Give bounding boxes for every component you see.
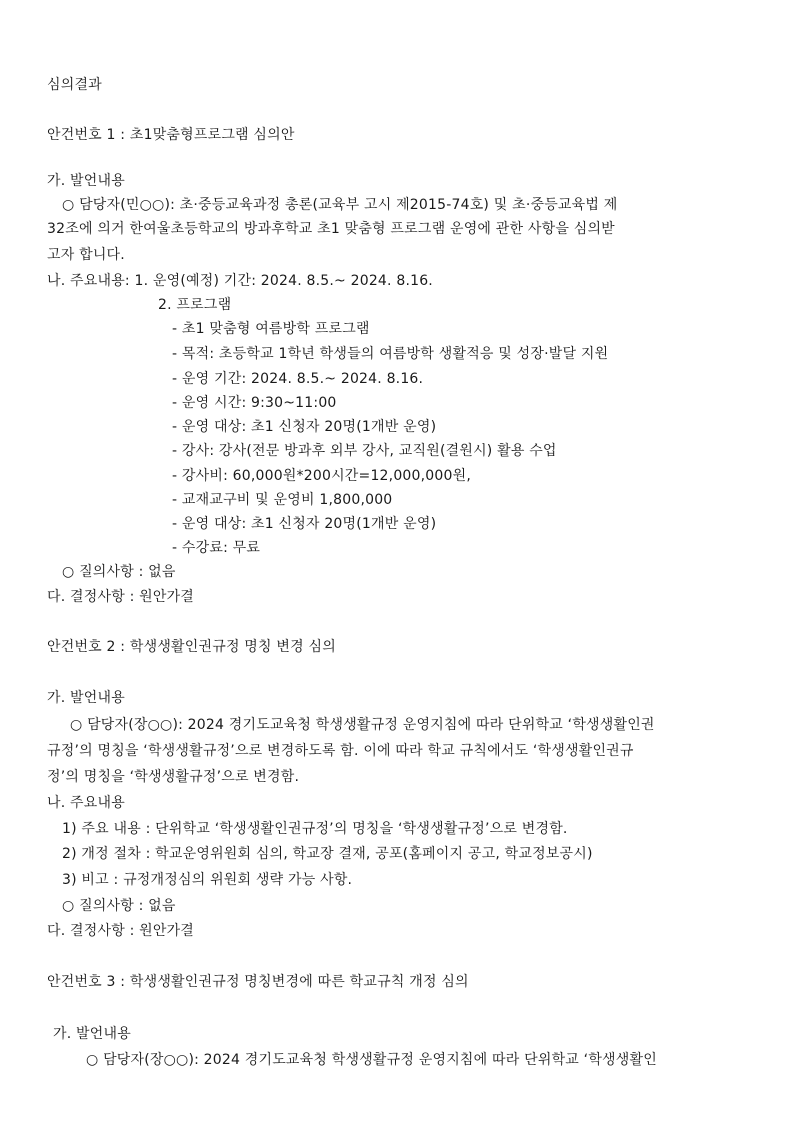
agenda3-title: 안건번호 3 : 학생생활인권규정 명칭변경에 따른 학교규칙 개정 심의 bbox=[47, 974, 469, 990]
document-heading: 심의결과 bbox=[47, 77, 102, 93]
agenda2-speaker-line1: ○ 담당자(장○○): 2024 경기도교육청 학생생활규정 운영지침에 따라 단위학교 ‘학생생활인권 bbox=[70, 717, 655, 733]
agenda1-program-heading: 2. 프로그램 bbox=[158, 297, 232, 313]
agenda1-item: - 강사: 강사(전문 방과후 외부 강사, 교직원(결원시) 활용 수업 bbox=[172, 443, 557, 459]
agenda2-section-na: 나. 주요내용 bbox=[47, 795, 125, 811]
agenda2-speaker-line2: 규정’의 명칭을 ‘학생생활규정’으로 변경하도록 함. 이에 따라 학교 규칙에서도 ‘학생생활인권규 bbox=[47, 743, 634, 759]
agenda1-item: - 목적: 초등학교 1학년 학생들의 여름방학 생활적응 및 성장·발달 지원 bbox=[172, 346, 609, 362]
agenda2-item: 1) 주요 내용 : 단위학교 ‘학생생활인권규정’의 명칭을 ‘학생생활규정’으로 변경함. bbox=[62, 821, 568, 837]
agenda1-decision: 다. 결정사항 : 원안가결 bbox=[47, 589, 195, 605]
agenda1-item: - 운영 기간: 2024. 8.5.~ 2024. 8.16. bbox=[172, 371, 424, 387]
agenda2-decision: 다. 결정사항 : 원안가결 bbox=[47, 923, 195, 939]
agenda1-section-na: 나. 주요내용: 1. 운영(예정) 기간: 2024. 8.5.~ 2024. 8.16. bbox=[47, 273, 433, 289]
agenda2-item: 3) 비고 : 규정개정심의 위원회 생략 가능 사항. bbox=[62, 872, 353, 888]
agenda2-speaker-line3: 정’의 명칭을 ‘학생생활규정’으로 변경함. bbox=[47, 769, 300, 785]
agenda1-speaker-line1: ○ 담당자(민○○): 초·중등교육과정 총론(교육부 고시 제2015-74호) 및 초·중등교육법 제 bbox=[62, 197, 618, 213]
agenda3-speaker-line1: ○ 담당자(장○○): 2024 경기도교육청 학생생활규정 운영지침에 따라 단위학교 ‘학생생활인 bbox=[86, 1052, 657, 1068]
agenda2-item: 2) 개정 절차 : 학교운영위원회 심의, 학교장 결재, 공포(홈페이지 공고, 학교정보공시) bbox=[62, 846, 593, 862]
agenda1-speaker-line3: 고자 합니다. bbox=[47, 247, 125, 263]
agenda1-item: - 운영 시간: 9:30~11:00 bbox=[172, 395, 337, 411]
agenda1-title: 안건번호 1 : 초1맞춤형프로그램 심의안 bbox=[47, 127, 295, 143]
agenda1-item: - 교재교구비 및 운영비 1,800,000 bbox=[172, 492, 393, 508]
agenda1-item: - 초1 맞춤형 여름방학 프로그램 bbox=[172, 321, 370, 337]
agenda1-questions: ○ 질의사항 : 없음 bbox=[62, 564, 176, 580]
agenda1-item: - 수강료: 무료 bbox=[172, 540, 261, 556]
agenda1-speaker-line2: 32조에 의거 한여울초등학교의 방과후학교 초1 맞춤형 프로그램 운영에 관한 사항을 심의받 bbox=[47, 221, 615, 237]
agenda2-questions: ○ 질의사항 : 없음 bbox=[62, 898, 176, 914]
agenda1-item: - 운영 대상: 초1 신청자 20명(1개반 운영) bbox=[172, 516, 437, 532]
agenda1-item: - 운영 대상: 초1 신청자 20명(1개반 운영) bbox=[172, 419, 437, 435]
agenda1-item: - 강사비: 60,000원*200시간=12,000,000원, bbox=[172, 468, 471, 484]
agenda2-title: 안건번호 2 : 학생생활인권규정 명칭 변경 심의 bbox=[47, 639, 336, 655]
agenda3-section-ga: 가. 발언내용 bbox=[53, 1026, 131, 1042]
agenda2-section-ga: 가. 발언내용 bbox=[47, 690, 125, 706]
agenda1-section-ga: 가. 발언내용 bbox=[47, 173, 125, 189]
